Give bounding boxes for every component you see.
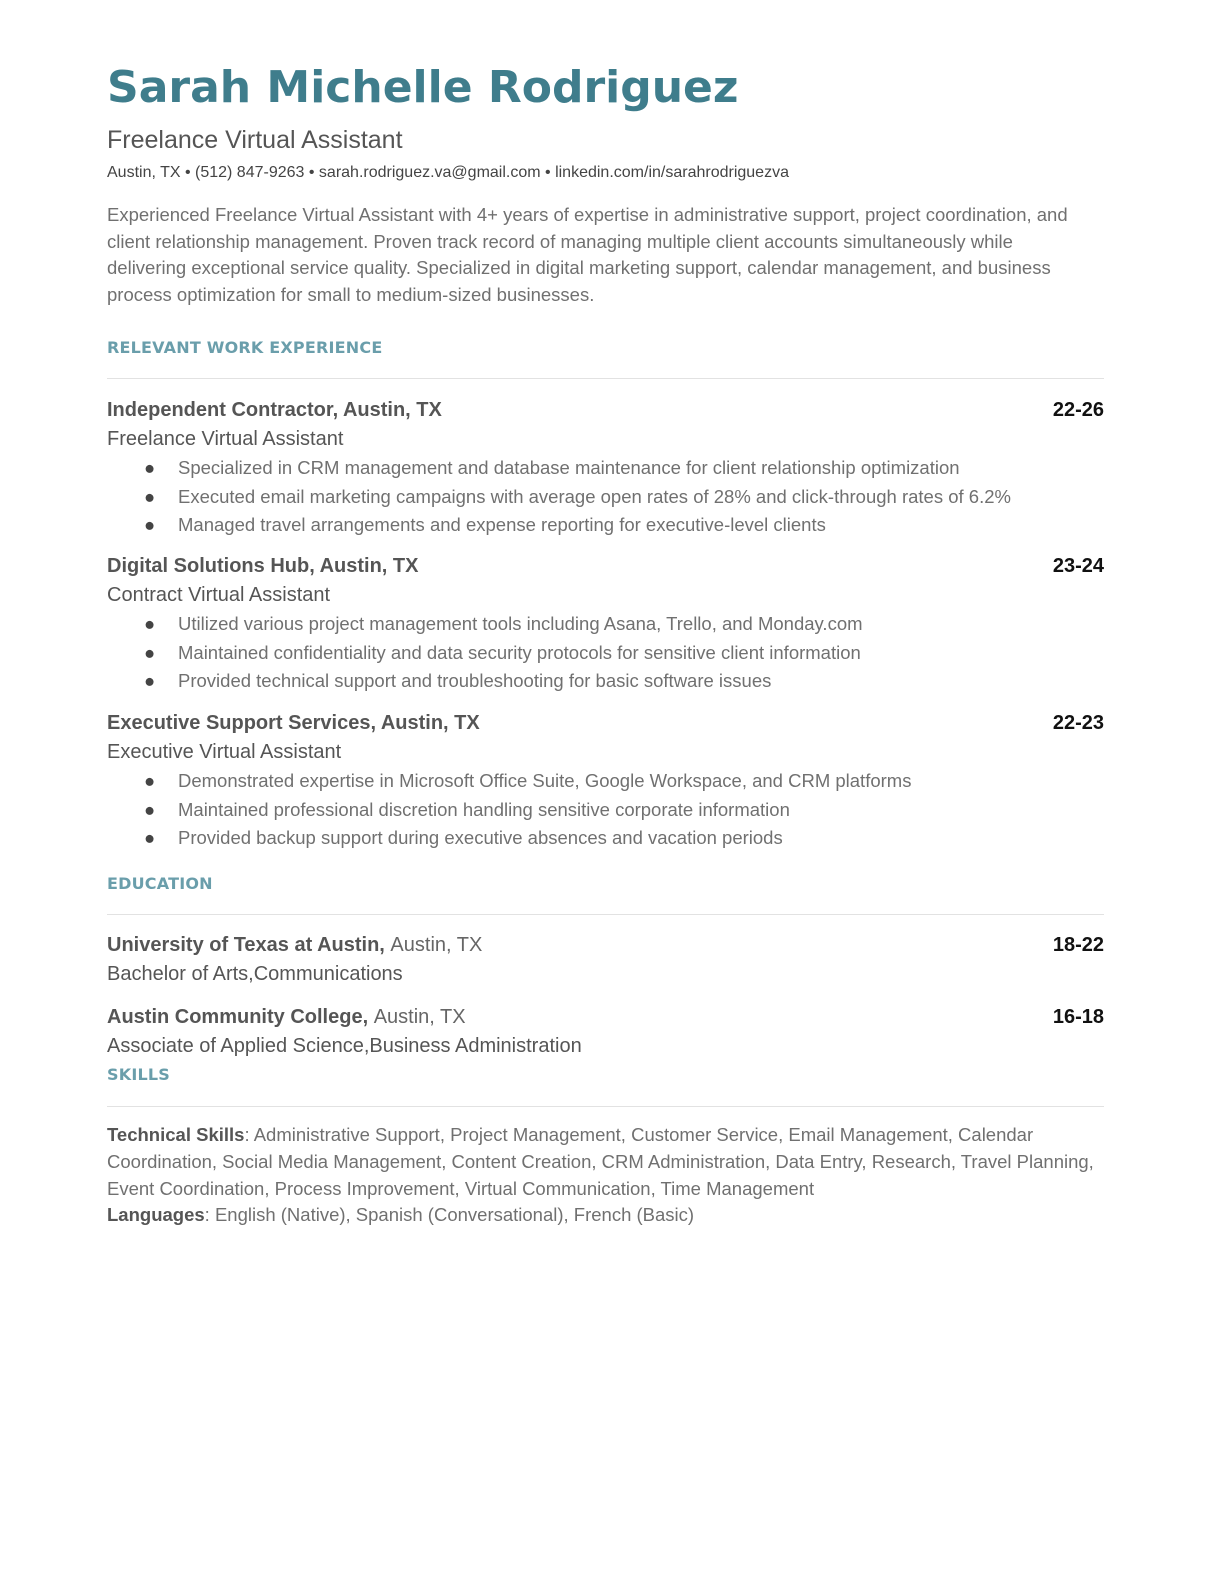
skills-divider — [107, 1106, 1104, 1107]
job-bullet: ● Demonstrated expertise in Microsoft Office Suite, Google Workspace, and CRM platforms — [107, 767, 1104, 796]
contact-line: Austin, TX • (512) 847-9263 • sarah.rodriguez.va@gmail.com • linkedin.com/in/sarahrodriguezva — [107, 164, 789, 181]
job-dates: 22-26 — [1052, 399, 1104, 421]
bullet-icon: ● — [144, 641, 156, 663]
job-bullet: ● Specialized in CRM management and database maintenance for client relationship optimization — [107, 454, 1104, 483]
candidate-name: Sarah Michelle Rodriguez — [107, 62, 739, 113]
job-role: Freelance Virtual Assistant — [107, 428, 344, 450]
bullet-icon: ● — [144, 457, 156, 478]
experience-section-title: RELEVANT WORK EXPERIENCE — [107, 338, 383, 357]
education-location: Austin, TX — [390, 934, 483, 956]
job-dates: 23-24 — [1052, 555, 1104, 577]
bullet-icon: ● — [144, 670, 156, 692]
job-role: Contract Virtual Assistant — [107, 584, 331, 606]
bullet-icon: ● — [144, 485, 156, 507]
languages-label: Languages — [107, 1204, 205, 1226]
education-entry — [107, 1003, 1104, 1061]
education-degree: Associate of Applied Science,Business Administration — [107, 1035, 582, 1057]
job-entry — [107, 709, 1104, 853]
job-bullet: ● Maintained professional discretion handling sensitive corporate information — [107, 796, 1104, 825]
job-role: Executive Virtual Assistant — [107, 741, 342, 763]
bullet-icon: ● — [144, 514, 156, 536]
skills-section-title: SKILLS — [107, 1065, 170, 1084]
education-location: Austin, TX — [373, 1006, 466, 1028]
job-organization: Digital Solutions Hub, Austin, TX — [107, 555, 419, 577]
job-organization: Independent Contractor, Austin, TX — [107, 399, 442, 421]
education-divider — [107, 914, 1104, 915]
bullet-icon: ● — [144, 798, 156, 820]
experience-divider — [107, 378, 1104, 379]
education-section-title: EDUCATION — [107, 874, 213, 893]
bullet-icon: ● — [144, 613, 156, 634]
job-bullet: ● Maintained confidentiality and data security protocols for sensitive client information — [107, 639, 1104, 668]
job-bullets — [107, 767, 1104, 853]
education-dates: 16-18 — [1052, 1006, 1104, 1028]
bullet-icon: ● — [144, 827, 156, 849]
skills-block — [107, 1122, 1104, 1229]
job-bullet: ● Provided technical support and troubleshooting for basic software issues — [107, 667, 1104, 696]
education-institution: Austin Community College, Austin, TX — [107, 1006, 466, 1028]
candidate-headline: Freelance Virtual Assistant — [107, 126, 403, 154]
job-bullet: ● Utilized various project management tools including Asana, Trello, and Monday.com — [107, 610, 1104, 639]
job-dates: 22-23 — [1052, 712, 1104, 734]
languages: Languages: English (Native), Spanish (Conversational), French (Basic) — [107, 1204, 695, 1226]
bullet-icon: ● — [144, 770, 156, 791]
job-bullet: ● Provided backup support during executive absences and vacation periods — [107, 824, 1104, 853]
technical-skills-label: Technical Skills — [107, 1124, 245, 1145]
job-entry — [107, 552, 1104, 696]
job-organization: Executive Support Services, Austin, TX — [107, 712, 480, 734]
job-bullet: ● Managed travel arrangements and expense reporting for executive-level clients — [107, 511, 1104, 540]
education-entry — [107, 931, 1104, 989]
professional-summary: Experienced Freelance Virtual Assistant with 4+ years of expertise in administrative support, project coordination, and client relationship management. Proven track record of managing multiple client accounts simultaneously while delivering exceptional service quality. Specialized in digital marketing support, calendar management, and business process optimization for small to medium-sized businesses. — [107, 204, 1068, 306]
education-dates: 18-22 — [1052, 934, 1104, 956]
job-entry — [107, 396, 1104, 540]
technical-skills: Technical Skills: Administrative Support, Project Management, Customer Service, Email Management, Calendar Coordination, Social Media Management, Content Creation, CRM Administration, Data Entry, Research, Travel Planning, Event Coordination, Process Improvement, Virtual Communication, Time Management — [107, 1124, 1094, 1199]
job-bullets — [107, 610, 1104, 696]
education-degree: Bachelor of Arts,Communications — [107, 963, 403, 985]
job-bullets — [107, 454, 1104, 540]
education-institution: University of Texas at Austin, Austin, TX — [107, 934, 483, 956]
job-bullet: ● Executed email marketing campaigns with average open rates of 28% and click-through rates of 6.2% — [107, 483, 1104, 512]
